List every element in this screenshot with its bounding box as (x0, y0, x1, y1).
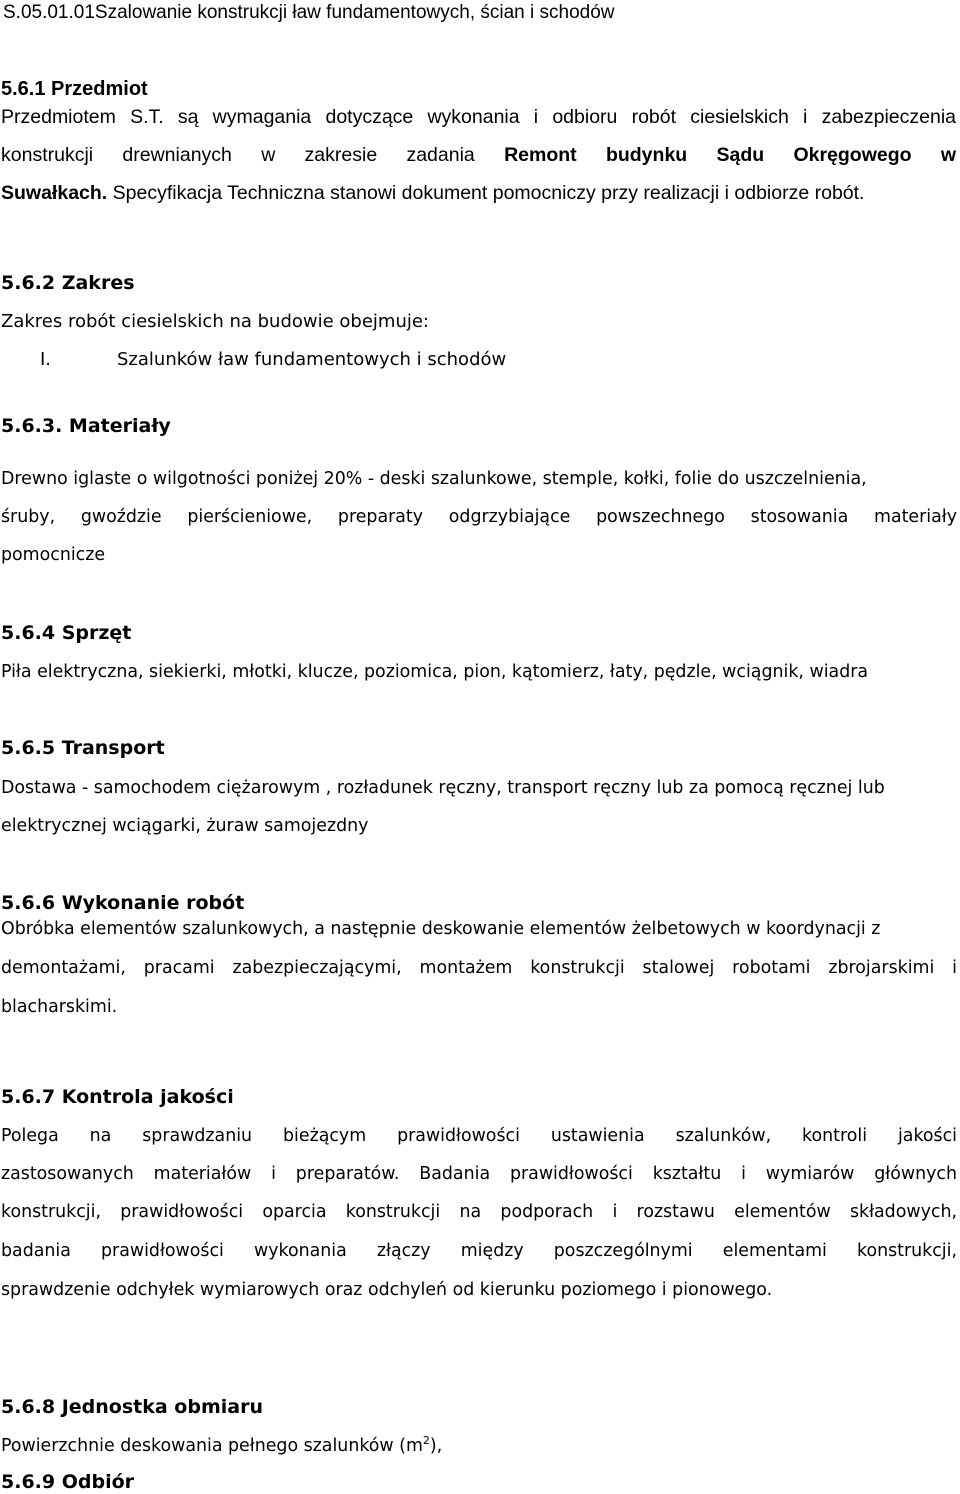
section-title-sprzet: 5.6.4 Sprzęt (1, 622, 132, 644)
section-title-jednostka: 5.6.8 Jednostka obmiaru (1, 1396, 263, 1418)
przedmiot-line-1: Przedmiotem S.T. są wymagania dotyczące wykonania i odbioru robót ciesielskich i zabezpieczenia (1, 106, 956, 128)
jednostka-text-end: ), (429, 1436, 443, 1456)
task-location: Suwałkach. (1, 182, 108, 204)
przedmiot-line-3 (1, 181, 960, 205)
jednostka-text: Powierzchnie deskowania pełnego szalunków (m (1, 1436, 423, 1456)
zakres-item-text: Szalunków ław fundamentowych i schodów (117, 349, 507, 370)
section-title-transport: 5.6.5 Transport (1, 737, 165, 759)
section-title-kontrola: 5.6.7 Kontrola jakości (1, 1086, 234, 1108)
section-title-materialy: 5.6.3. Materiały (1, 415, 171, 437)
kontrola-line-4: badania prawidłowości wykonania złączy między poszczególnymi elementami konstrukcji, (1, 1241, 957, 1261)
materialy-line-1: Drewno iglaste o wilgotności poniżej 20% - deski szalunkowe, stemple, kołki, folie do uszczelnienia, (1, 469, 867, 489)
wykonanie-line-2: demontażami, pracami zabezpieczającymi, montażem konstrukcji stalowej robotami zbrojarskimi i (1, 958, 957, 978)
section-title-odbior: 5.6.9 Odbiór (1, 1471, 134, 1493)
materialy-line-3: pomocnicze (1, 545, 106, 565)
transport-line-1: Dostawa - samochodem ciężarowym , rozładunek ręczny, transport ręczny lub za pomocą ręcznej lub (1, 778, 885, 798)
zakres-intro: Zakres robót ciesielskich na budowie obejmuje: (1, 311, 430, 332)
materialy-line-2: śruby, gwoździe pierścieniowe, preparaty odgrzybiające powszechnego stosowania materiały (1, 507, 957, 527)
task-name: Remont budynku Sądu Okręgowego w (504, 144, 957, 166)
przedmiot-line-2 (1, 143, 956, 167)
zakres-item-marker: I. (40, 349, 52, 370)
wykonanie-line-1: Obróbka elementów szalunkowych, a następnie deskowanie elementów żelbetowych w koordynacji z (1, 919, 881, 939)
jednostka-line-1 (1, 1434, 960, 1458)
sprzet-line-1: Piła elektryczna, siekierki, młotki, klucze, poziomica, pion, kątomierz, łaty, pędzle, wciągnik, wiadra (1, 662, 869, 682)
section-title-wykonanie: 5.6.6 Wykonanie robót (1, 892, 245, 914)
running-title: S.05.01.01Szalowanie konstrukcji ław fundamentowych, ścian i schodów (3, 2, 615, 23)
section-title-zakres: 5.6.2 Zakres (1, 272, 135, 294)
wykonanie-line-3: blacharskimi. (1, 997, 118, 1017)
kontrola-line-1: Polega na sprawdzaniu bieżącym prawidłowości ustawienia szalunków, kontroli jakości (1, 1126, 957, 1146)
przedmiot-line-2-b: w zakresie zadania (261, 144, 475, 166)
unit-superscript: 2 (422, 1434, 430, 1448)
kontrola-line-3: konstrukcji, prawidłowości oparcia konstrukcji na podporach i rozstawu elementów składowych, (1, 1202, 957, 1222)
transport-line-2: elektrycznej wciągarki, żuraw samojezdny (1, 816, 369, 836)
przedmiot-line-2-a: konstrukcji drewnianych (1, 144, 232, 166)
kontrola-line-2: zastosowanych materiałów i preparatów. Badania prawidłowości kształtu i wymiarów głównych (1, 1164, 957, 1184)
kontrola-line-5: sprawdzenie odchyłek wymiarowych oraz odchyleń od kierunku poziomego i pionowego. (1, 1280, 773, 1300)
przedmiot-line-3-rest: Specyfikacja Techniczna stanowi dokument pomocniczy przy realizacji i odbiorze robót. (112, 182, 865, 204)
section-title-przedmiot: 5.6.1 Przedmiot (1, 78, 148, 100)
